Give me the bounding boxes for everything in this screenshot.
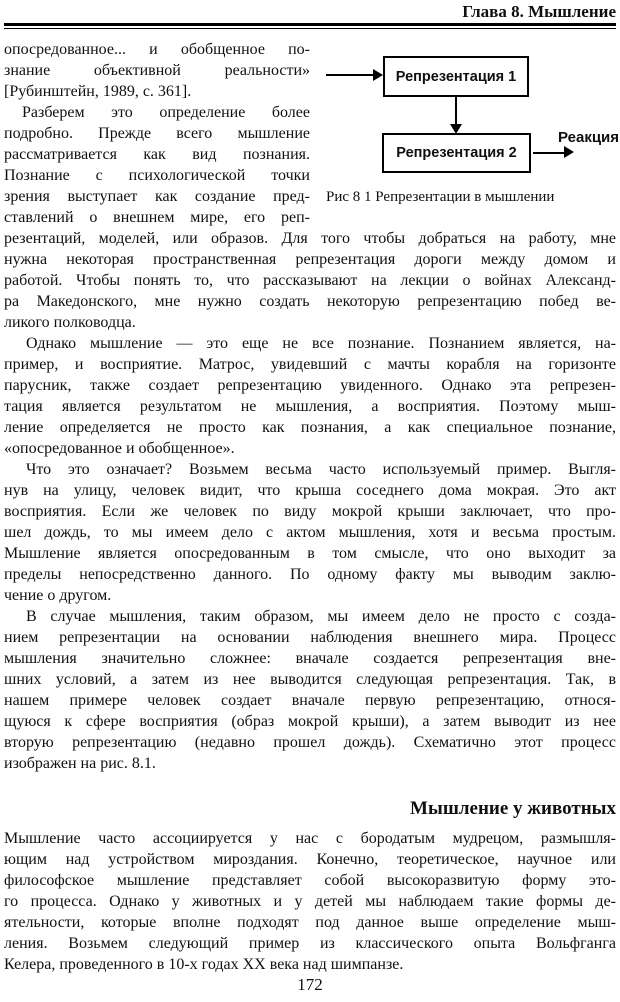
text-line: чение о другом. xyxy=(4,587,112,604)
text-line: мышления значительно сложнее: вначале создается репрезентация вне- xyxy=(4,650,616,667)
figure-box-representation-2: Репрезентация 2 xyxy=(382,133,531,173)
left-text-column xyxy=(4,39,310,228)
reaction-label: Реакция xyxy=(558,129,620,146)
header-rule-thin xyxy=(4,28,616,29)
text-line: тация является результатом не мышления, а восприятия. Поэтому мыш- xyxy=(4,398,616,415)
paragraph-wet-roof-example xyxy=(4,459,616,606)
text-line: Познание с психологической точки xyxy=(4,167,310,184)
text-line: зрения выступает как создание пред- xyxy=(4,188,310,205)
text-line: го процесса. Однако у животных и у детей мы наблюдаем такие формы де- xyxy=(4,893,616,910)
text-line: Келера, проведенного в 10-х годах XX века над шимпанзе. xyxy=(4,956,404,973)
text-line: [Рубинштейн, 1989, с. 361]. xyxy=(4,83,192,100)
text-line: нув на улицу, человек видит, что крыша соседнего дома мокрая. Это акт xyxy=(4,482,616,499)
input-arrow-icon xyxy=(373,69,383,81)
top-section xyxy=(4,39,620,228)
header-rule-thick xyxy=(4,23,616,26)
chapter-header: Глава 8. Мышление xyxy=(462,2,616,21)
figure-box-representation-1: Репрезентация 1 xyxy=(383,56,529,97)
text-line: знание объективной реальности» xyxy=(4,62,310,79)
text-line: Что это означает? Возьмем весьма часто используемый пример. Выгля- xyxy=(26,461,616,478)
page-number: 172 xyxy=(297,975,323,994)
text-line: ление определяется не просто как познания, а как специальное познание, xyxy=(4,419,616,436)
text-line: Мышление часто ассоциируется у нас с бородатым мудрецом, размышля- xyxy=(4,830,616,847)
text-line: опосредованное... и обобщенное по- xyxy=(4,41,310,58)
text-line: ющим над устройством мироздания. Конечно, теоретическое, научное или xyxy=(4,851,616,868)
section-heading-animal-thinking: Мышление у животных xyxy=(410,798,616,819)
text-line: ра Македонского, мне нужно создать некоторую репрезентацию побед ве- xyxy=(4,293,616,310)
paragraph-animal-thinking xyxy=(4,828,616,975)
text-line: нашем примере человек создает вначале первую репрезентацию, относя- xyxy=(4,692,616,709)
text-line: щуюся к сфере восприятия (образ мокрой крыши), а затем выводит из нее xyxy=(4,713,616,730)
text-line: Мышление является опосредованным в том смысле, что оно выходит за xyxy=(4,545,616,562)
text-line: ятельности, которые вполне подходят под данное выше определение мыш- xyxy=(4,914,616,931)
text-line: ликого полководца. xyxy=(4,314,136,331)
text-line: работой. Чтобы понять то, что рассказывают на лекции о войнах Александ- xyxy=(4,272,616,289)
paragraph-thinking-process xyxy=(4,606,616,774)
text-line: рассматривается как вид познания. xyxy=(4,146,310,163)
figure-caption: Рис 8 1 Репрезентации в мышлении xyxy=(326,189,555,205)
output-arrow-icon xyxy=(564,146,574,158)
text-line: резентаций, моделей, или образов. Для того чтобы добраться на работу, мне xyxy=(4,230,616,247)
output-arrow-line xyxy=(533,152,565,154)
paragraph-perception xyxy=(4,333,616,459)
down-arrow-line xyxy=(455,97,457,125)
input-arrow-line xyxy=(326,74,374,76)
text-line: шних условий, а затем из нее выводится следующая репрезентация. Так, в xyxy=(4,671,616,688)
text-line: ставлений о внешнем мире, его реп- xyxy=(4,209,310,226)
text-line: парусник, также создает репрезентацию увиденного. Однако эта репрезен- xyxy=(4,377,616,394)
text-line: нием репрезентации на основании наблюдения внешнего мира. Процесс xyxy=(4,629,616,646)
text-line: шел дождь, то мы имеем дело с актом мышления, хотя и весьма простым. xyxy=(4,524,616,541)
text-line: Однако мышление — это еще не все познание. Познанием является, на- xyxy=(26,335,616,352)
text-line: восприятия. Если же человек по виду мокрой крыши заключает, что про- xyxy=(4,503,616,520)
text-line: «опосредованное и обобщенное». xyxy=(4,440,235,457)
text-line: пример, и восприятие. Матрос, увидевший с мачты корабля на горизонте xyxy=(4,356,616,373)
text-line: философское мышление представляет собой высокоразвитую форму это- xyxy=(4,872,616,889)
paragraph-representations xyxy=(4,228,616,333)
text-line: подробно. Прежде всего мышление xyxy=(4,125,310,142)
text-line: пределы непосредственно данного. По одному факту мы выводим заклю- xyxy=(4,566,616,583)
text-line: изображен на рис. 8.1. xyxy=(4,755,156,772)
text-line: вторую репрезентацию (недавно прошел дождь). Схематично этот процесс xyxy=(4,734,616,751)
text-line: нужна некоторая пространственная репрезентация дороги между домом и xyxy=(4,251,616,268)
text-line: В случае мышления, таким образом, мы имеем дело не просто с созда- xyxy=(26,608,616,625)
text-line: ления. Возьмем следующий пример из классического опыта Вольфганга xyxy=(4,935,616,952)
figure-8-1-diagram xyxy=(320,39,620,228)
text-line: Разберем это определение более xyxy=(22,104,310,121)
